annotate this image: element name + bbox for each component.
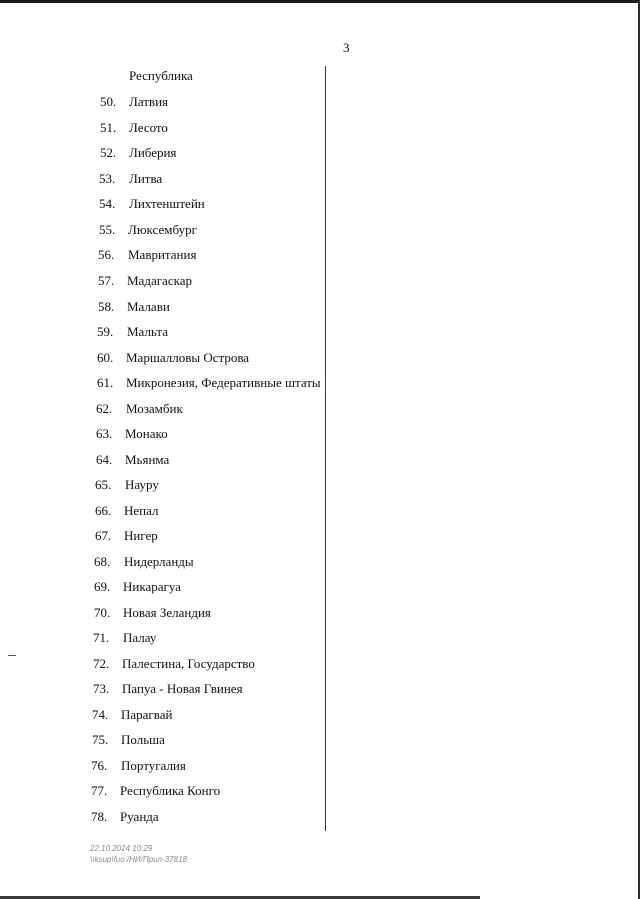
item-number: 65. xyxy=(95,477,112,492)
item-name: Литва xyxy=(129,171,163,186)
item-number: 64. xyxy=(96,452,113,467)
item-number: 74. xyxy=(92,707,109,722)
item-name: Новая Зеландия xyxy=(123,605,211,620)
item-number: 62. xyxy=(96,401,113,416)
item-number: 75. xyxy=(92,732,109,747)
scan-border-top xyxy=(0,0,640,3)
item-number: 56. xyxy=(98,247,115,262)
item-name: Непал xyxy=(124,503,159,518)
item-name: Маршалловы Острова xyxy=(126,350,250,365)
item-name: Мадагаскар xyxy=(127,273,192,288)
footer-file-path: \\ksup\fuo /НИ/Прил-37818 xyxy=(90,855,187,864)
item-number: 50. xyxy=(100,94,117,109)
item-number: 60. xyxy=(97,350,114,365)
item-name: Республика Конго xyxy=(120,783,221,798)
item-number: 72. xyxy=(93,656,110,671)
item-number: 66. xyxy=(95,503,112,518)
item-number: 55. xyxy=(99,222,116,237)
item-number: 67. xyxy=(95,528,112,543)
item-name: Либерия xyxy=(129,145,177,160)
item-name: Мозамбик xyxy=(126,401,183,416)
item-number: 63. xyxy=(96,426,113,441)
item-name: Мальта xyxy=(127,324,168,339)
item-name: Лихтенштейн xyxy=(129,196,205,211)
item-number: 68. xyxy=(94,554,111,569)
item-name: Латвия xyxy=(129,94,169,109)
item-number: 54. xyxy=(99,196,116,211)
item-name: Монако xyxy=(125,426,168,441)
item-number: 76. xyxy=(91,758,108,773)
item-number: 58. xyxy=(98,299,115,314)
item-name: Люксембург xyxy=(128,222,197,237)
item-number: 77. xyxy=(91,783,108,798)
item-name: Руанда xyxy=(120,809,159,824)
item-name: Польша xyxy=(121,732,165,747)
item-name: Мавритания xyxy=(128,247,197,262)
item-name: Португалия xyxy=(121,758,186,773)
item-number: 57. xyxy=(98,273,115,288)
item-number: 61. xyxy=(97,375,114,390)
document-footer xyxy=(90,843,187,865)
footer-timestamp: 22.10.2024 10:29 xyxy=(90,844,153,853)
item-name: Лесото xyxy=(129,120,168,135)
column-divider xyxy=(325,66,326,831)
item-name: Палау xyxy=(123,630,157,645)
item-number: 78. xyxy=(91,809,108,824)
item-name: Микронезия, Федеративные штаты xyxy=(126,375,321,390)
list-continuation-text: Республика xyxy=(129,68,193,83)
item-number: 69. xyxy=(94,579,111,594)
item-number: 59. xyxy=(97,324,114,339)
item-number: 51. xyxy=(100,120,117,135)
item-number: 53. xyxy=(99,171,116,186)
item-number: 52. xyxy=(100,145,117,160)
item-name: Никарагуа xyxy=(123,579,181,594)
item-name: Нигер xyxy=(124,528,158,543)
page-number: 3 xyxy=(343,40,350,55)
list-continuation xyxy=(129,68,193,86)
item-name: Мьянма xyxy=(125,452,170,467)
item-name: Палестина, Государство xyxy=(122,656,255,671)
item-name: Науру xyxy=(125,477,159,492)
item-name: Нидерланды xyxy=(124,554,194,569)
item-name: Парагвай xyxy=(121,707,173,722)
item-number: 71. xyxy=(93,630,110,645)
item-number: 70. xyxy=(94,605,111,620)
item-number: 73. xyxy=(93,681,110,696)
item-name: Папуа - Новая Гвинея xyxy=(122,681,243,696)
margin-mark xyxy=(8,655,16,656)
item-name: Малави xyxy=(127,299,170,314)
